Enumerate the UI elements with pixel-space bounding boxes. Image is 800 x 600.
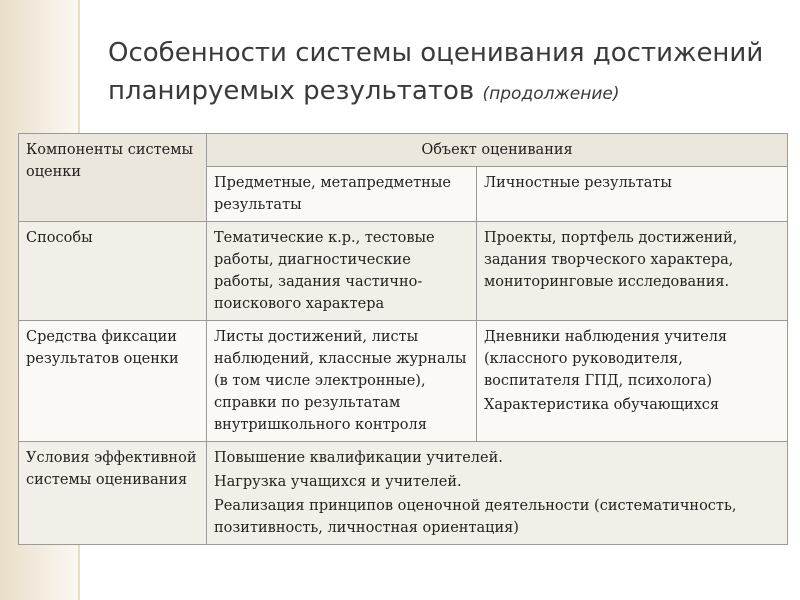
row-personal: [477, 321, 788, 442]
title-line-2: [108, 72, 788, 113]
row-subject: Тематические к.р., тестовые работы, диагностические работы, задания частично-поискового характера: [207, 222, 477, 321]
row-personal-line: Дневники наблюдения учителя (классного руководителя, воспитателя ГПД, психолога): [484, 329, 728, 389]
row-merged-line: Нагрузка учащихся и учителей.: [214, 474, 462, 490]
title-line-1: Особенности системы оценивания достижений: [108, 38, 764, 68]
row-component: Средства фиксации результатов оценки: [19, 321, 207, 442]
table-header-row: [19, 134, 788, 167]
title-line-2-text: планируемых результатов: [108, 76, 475, 106]
title-continuation: (продолжение): [482, 84, 620, 104]
row-personal: [477, 222, 788, 321]
table-row: [19, 321, 788, 442]
row-personal-line: Проекты, портфель достижений, задания творческого характера, мониторинговые исследования.: [484, 230, 738, 290]
header-components: Компоненты системы оценки: [19, 134, 207, 222]
row-subject: Листы достижений, листы наблюдений, классные журналы (в том числе электронные), справки по результатам внутришкольного контроля: [207, 321, 477, 442]
row-merged-line: Повышение квалификации учителей.: [214, 450, 503, 466]
header-object: Объект оценивания: [207, 134, 788, 167]
row-personal-line: Характеристика обучающихся: [484, 397, 720, 413]
row-component: Способы: [19, 222, 207, 321]
row-component: Условия эффективной системы оценивания: [19, 442, 207, 545]
header-subject: Предметные, метапредметные результаты: [207, 167, 477, 222]
row-merged: [207, 442, 788, 545]
header-personal: Личностные результаты: [477, 167, 788, 222]
assessment-table: [18, 133, 788, 545]
slide-title: [108, 34, 788, 113]
row-merged-line: Реализация принципов оценочной деятельности (систематичность, позитивность, личностная ориентация): [214, 498, 737, 536]
table-row: [19, 222, 788, 321]
table-row: [19, 442, 788, 545]
